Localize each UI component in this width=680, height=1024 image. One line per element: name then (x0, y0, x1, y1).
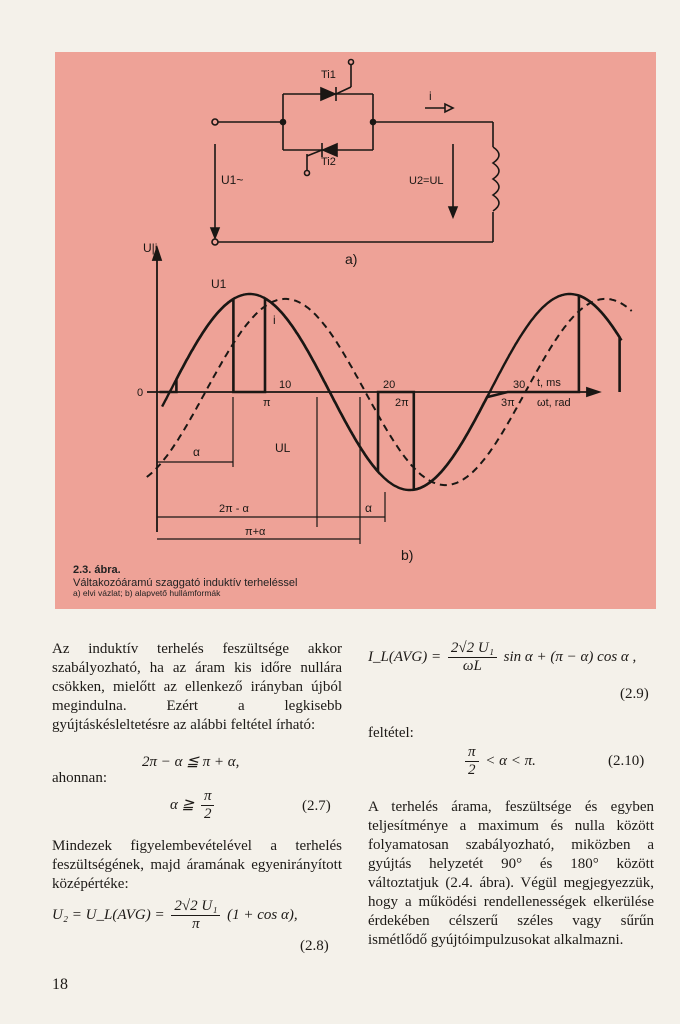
caption-subtitle: a) elvi vázlat; b) alapvető hullámformák (73, 588, 221, 599)
equation-2-10-number: (2.10) (608, 753, 645, 769)
label-ti2: Ti2 (321, 156, 336, 168)
condition-equation: 2π − α ≦ π + α, (142, 754, 240, 770)
equation-2-8-number: (2.8) (300, 938, 329, 954)
equation-2-9: I_L(AVG) = $\frac{\text{2√2 U₁}}{\omega L}$ sin α + (π − α) cos α , (368, 640, 637, 674)
feltetel-label: feltétel: (368, 725, 414, 741)
tick-2pi: 2π (395, 397, 409, 409)
label-current: i (429, 89, 432, 103)
page-number: 18 (52, 976, 68, 993)
label-u1: U1~ (221, 173, 244, 187)
tick-30: 30 (513, 379, 526, 391)
axis-label-u-i: U|i (143, 241, 158, 255)
equation-2-7: α ≧ $\frac{\pi}{2}$ (170, 788, 217, 823)
caption-number: 2.3. ábra. (73, 564, 121, 576)
equation-2-8: U₂ = U_L(AVG) = $\frac{\text{2√2 U₁}}{\pi}$ (1 + cos α), (52, 898, 298, 932)
caption-title: Váltakozóáramú szaggató induktív terheléssel (73, 576, 298, 589)
dim-alpha-2: α (365, 501, 372, 515)
equation-2-7-number: (2.7) (302, 798, 331, 814)
axis-label-wt: ωt, rad (537, 397, 571, 409)
label-i-wave: i (273, 313, 276, 327)
equation-2-9-number: (2.9) (620, 686, 649, 702)
label-origin: 0 (137, 387, 144, 399)
left-paragraph-2: Mindezek figyelembevételével a terhelés feszültségének, majd áramának egyenirányított középértéke: (52, 838, 342, 892)
ahonnan-label: ahonnan: (52, 770, 107, 786)
tick-3pi: 3π (501, 397, 515, 409)
right-paragraph: A terhelés árama, feszültsége és egyben teljesítménye a maximum és nulla között folyamatosan szabályozható, miközben a gyújtás helyzetét 90° és 180° között változtatjuk (2.4. ábra). Végül megjegyezzük, hogy a működési rendellenességek elkerülése érdekében célszerű széles vagy sűrűn ismétlődő gyújtóimpulzusokat alkalmazni. (368, 799, 654, 948)
tick-pi: π (263, 397, 271, 409)
label-panel-a: a) (345, 251, 358, 267)
figure-2-3 (55, 52, 656, 609)
equation-2-10: $\frac{\pi}{2}$ < α < π. (462, 744, 536, 779)
tick-10: 10 (279, 379, 292, 391)
figure-caption (73, 564, 403, 599)
circuit-diagram (212, 60, 499, 246)
dim-2pi-minus-alpha: 2π - α (219, 503, 249, 515)
label-ul-wave: UL (275, 441, 291, 455)
label-u1-wave: U1 (211, 277, 227, 291)
axis-label-t: t, ms (537, 377, 561, 389)
left-paragraph-1: Az induktív terhelés feszültsége akkor szabályozható, ha az áram kis időre nullára csökken, mielőtt az ellenkező irányban újból megindulna. Ezért a legkisebb gyújtáskésleltetésre az alábbi feltétel írható: (52, 641, 342, 733)
figure-drawing (55, 52, 656, 609)
tick-20: 20 (383, 379, 396, 391)
label-panel-b: b) (401, 547, 414, 563)
dim-pi-plus-alpha: π+α (245, 526, 266, 538)
label-u2: U2=UL (409, 175, 444, 187)
dim-alpha-1: α (193, 445, 200, 459)
label-ti1: Ti1 (321, 69, 336, 81)
